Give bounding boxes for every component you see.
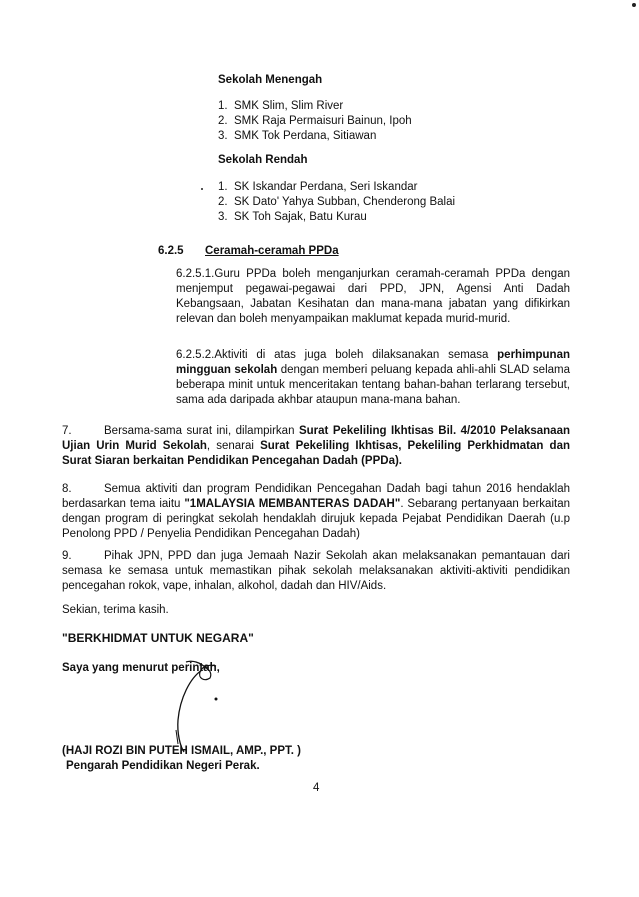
paragraph-number: 8.: [62, 483, 72, 495]
secondary-heading: Sekolah Menengah: [218, 74, 323, 86]
school-name: SK Iskandar Perdana, Seri Iskandar: [234, 181, 418, 193]
paragraph-text: Pihak JPN, PPD dan juga Jemaah Nazir Sekolah akan melaksanakan pemantauan dari semasa ke semasa untuk memastikan pihak sekolah melaksanakan aktiviti-aktiviti pendidikan pencegahan rokok, vape, inhalan, alkohol, dadah dan HIV/Aids.: [62, 550, 570, 592]
subsection-6-2-5-2: [176, 348, 570, 408]
paragraph-8: [62, 482, 570, 542]
paragraph-9: [62, 549, 570, 594]
subsection-6-2-5-1: [176, 267, 570, 327]
paragraph-7: [62, 424, 570, 469]
section-title: Ceramah-ceramah PPDa: [205, 245, 339, 257]
subsection-text: dengan memberi peluang kepada ahli-ahli SLAD selama beberapa minit untuk menceritakan tentang bahan-bahan terlarang tersebut, sama ada daripada akhbar ataupun mana-mana bahan.: [176, 364, 570, 406]
section-number: 6.2.5: [158, 245, 184, 257]
signature-icon: [140, 648, 250, 758]
paragraph-bold: Surat Pekeliling Ikhtisas, Pekeliling Perkhidmatan dan Surat Siaran berkaitan Pendidikan Pencegahan Dadah (PPDa).: [62, 440, 570, 467]
scan-speck: [201, 188, 203, 190]
list-number: 2.: [218, 115, 228, 127]
paragraph-number: 9.: [62, 550, 72, 562]
school-list-item: [218, 195, 455, 210]
school-name: SK Toh Sajak, Batu Kurau: [234, 211, 367, 223]
paragraph-text: Bersama-sama surat ini, dilampirkan: [104, 425, 299, 437]
school-list-item: [218, 180, 417, 195]
paragraph-text: Semua aktiviti dan program Pendidikan Pencegahan Dadah bagi tahun 2016 hendaklah berdasarkan tema iaitu: [62, 483, 570, 510]
subsection-number: 6.2.5.1.: [176, 268, 215, 280]
motto: "BERKHIDMAT UNTUK NEGARA": [62, 631, 254, 645]
page-number: 4: [313, 782, 320, 794]
subsection-text: Guru PPDa boleh menganjurkan ceramah-ceramah PPDa dengan menjemput pegawai-pegawai dari PPD, JPN, Agensi Anti Dadah Kebangsaan, Jabatan Kesihatan dan mana-mana jabatan yang difikirkan relevan dan boleh menyampaikan maklumat kepada murid-murid.: [176, 268, 570, 325]
paragraph-number: 7.: [62, 425, 72, 437]
subsection-bold: perhimpunan mingguan sekolah: [176, 349, 570, 376]
paragraph-bold: Surat Pekeliling Ikhtisas Bil. 4/2010 Pelaksanaan Ujian Urin Murid Sekolah: [62, 425, 570, 452]
closing-text: Sekian, terima kasih.: [62, 604, 169, 616]
scan-speck: [632, 3, 636, 7]
list-number: 2.: [218, 196, 228, 208]
signatory-title: Pengarah Pendidikan Negeri Perak.: [66, 760, 260, 772]
list-number: 1.: [218, 100, 228, 112]
saya-text: Saya yang menurut perintah,: [62, 662, 220, 674]
subsection-number: 6.2.5.2.: [176, 349, 215, 361]
list-number: 3.: [218, 211, 228, 223]
school-name: SK Dato' Yahya Subban, Chenderong Balai: [234, 196, 456, 208]
school-list-item: [218, 129, 376, 144]
signatory-name: (HAJI ROZI BIN PUTEH ISMAIL, AMP., PPT. ): [62, 745, 301, 757]
list-number: 1.: [218, 181, 228, 193]
list-number: 3.: [218, 130, 228, 142]
school-name: SMK Tok Perdana, Sitiawan: [234, 130, 377, 142]
subsection-text: Aktiviti di atas juga boleh dilaksanakan semasa: [214, 349, 498, 361]
school-name: SMK Slim, Slim River: [234, 100, 344, 112]
school-list-item: [218, 99, 343, 114]
primary-heading: Sekolah Rendah: [218, 154, 308, 166]
school-list-item: [218, 114, 412, 129]
paragraph-text: , senarai: [206, 440, 261, 452]
school-list-item: [218, 210, 367, 225]
paragraph-bold: "1MALAYSIA MEMBANTERAS DADAH": [184, 498, 401, 510]
paragraph-text: . Sebarang pertanyaan berkaitan dengan program di peringkat sekolah hendaklah dirujuk kepada Pejabat Pendidikan Daerah (u.p Penolong PPD / Penyelia Pendidikan Pencegahan Dadah): [62, 498, 570, 540]
school-name: SMK Raja Permaisuri Bainun, Ipoh: [234, 115, 412, 127]
